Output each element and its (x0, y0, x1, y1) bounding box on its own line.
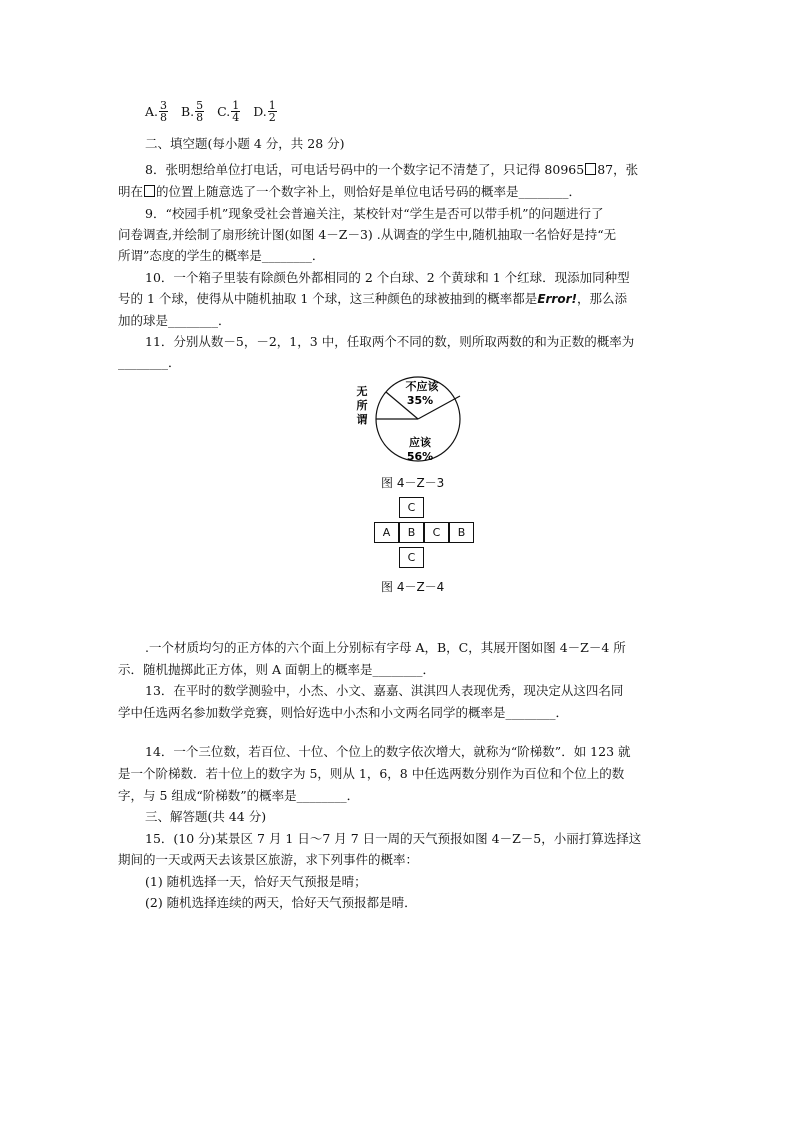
net-cell-right-2: B (449, 522, 474, 543)
net-cell-top: C (399, 497, 424, 518)
question-15-part-2: (2) 随机选择连续的两天，恰好天气预报都是晴． (145, 895, 417, 910)
question-14-line-2: 是一个阶梯数．若十位上的数字为 5，则从 1，6，8 中任选两数分别作为百位和个位上的数 (118, 766, 625, 781)
fraction: $\frac{1}{4}$ (232, 99, 240, 124)
question-12-line-2: 示．随机抛掷此正方体，则 A 面朝上的概率是________． (118, 662, 435, 677)
question-15-line-2: 期间的一天或两天去该景区旅游，求下列事件的概率： (118, 852, 419, 867)
answer-options (145, 100, 286, 123)
net-cell-b-center: B (399, 522, 424, 543)
question-10-line-2: 号的 1 个球，使得从中随机抽取 1 个球，这三种颜色的球被抽到的概率都是Error!，那么添 (118, 291, 627, 306)
section-heading: 二、填空题(每小题 4 分，共 28 分) (145, 136, 345, 151)
figure-caption-4-z-3: 图 4－Z－3 (381, 476, 445, 490)
question-15-line-1: 15．(10 分)某景区 7 月 1 日～7 月 7 日一周的天气预报如图 4－Z－5，小丽打算选择这 (145, 831, 642, 846)
error-field: Error! (537, 292, 577, 306)
blank-box (585, 163, 596, 175)
question-11-line-2: ________． (118, 355, 181, 370)
question-11-line-1: 11．分别从数－5，－2，1，3 中，任取两个不同的数，则所取两数的和为正数的概率为 (145, 334, 635, 349)
fraction: $\frac{1}{2}$ (268, 99, 276, 124)
question-8-line-1: 8．张明想给单位打电话，可电话号码中的一个数字记不清楚了，只记得 80965 87，张 (145, 162, 639, 177)
question-10-line-3: 加的球是________． (118, 313, 231, 328)
pie-label-wusuowei-1: 无 (356, 385, 368, 398)
question-13-line-1: 13．在平时的数学测验中，小杰、小文、嘉嘉、淇淇四人表现优秀，现决定从这四名同 (145, 683, 624, 698)
pie-label-wusuowei-3: 谓 (356, 413, 368, 426)
question-9-line-3: 所谓”态度的学生的概率是________． (118, 248, 325, 263)
question-14-line-1: 14．一个三位数，若百位、十位、个位上的数字依次增大，就称为“阶梯数”．如 123 就 (145, 744, 631, 759)
option-d: D. $\frac{1}{2}$ (253, 99, 276, 124)
question-14-line-3: 字，与 5 组成“阶梯数”的概率是________． (118, 788, 360, 803)
fraction: $\frac{3}{8}$ (160, 99, 168, 124)
section-heading: 三、解答题(共 44 分) (145, 809, 267, 824)
net-cell-bottom: C (399, 547, 424, 568)
question-10-line-1: 10．一个箱子里装有除颜色外都相同的 2 个白球、2 个黄球和 1 个红球．现添加同种型 (145, 270, 630, 285)
blank-box (144, 185, 155, 197)
pie-chart-figure (350, 376, 480, 471)
pie-label-wusuowei-2: 所 (356, 399, 368, 412)
net-cell-right-1: C (424, 522, 449, 543)
net-cell-a: A (374, 522, 399, 543)
question-9-line-2: 问卷调查,并绘制了扇形统计图(如图 4－Z－3) .从调查的学生中,随机抽取一名恰好是持“无 (118, 227, 617, 242)
question-8-line-2: 明在 的位置上随意选了一个数字补上，则恰好是单位电话号码的概率是________． (118, 184, 582, 199)
question-13-line-2: 学中任选两名参加数学竞赛，则恰好选中小杰和小文两名同学的概率是________． (118, 705, 569, 720)
option-b: B. $\frac{5}{8}$ (181, 99, 204, 124)
question-15-part-1: (1) 随机选择一天，恰好天气预报是晴； (145, 874, 367, 889)
option-a: A. $\frac{3}{8}$ (145, 99, 168, 124)
cube-net-figure (374, 497, 476, 569)
fraction: $\frac{5}{8}$ (196, 99, 204, 124)
pie-pct-buyinggai: 35% (406, 394, 434, 407)
pie-pct-yinggai: 56% (406, 450, 434, 463)
question-9-line-1: 9．“校园手机”现象受社会普遍关注，某校针对“学生是否可以带手机”的问题进行了 (145, 206, 604, 221)
pie-label-buyinggai: 不应该 (405, 380, 439, 393)
question-12-line-1: .一个材质均匀的正方体的六个面上分别标有字母 A，B，C，其展开图如图 4－Z－4 所 (145, 640, 626, 655)
option-c: C. $\frac{1}{4}$ (217, 99, 240, 124)
figure-caption-4-z-4: 图 4－Z－4 (381, 580, 445, 594)
pie-label-yinggai: 应该 (409, 436, 431, 449)
